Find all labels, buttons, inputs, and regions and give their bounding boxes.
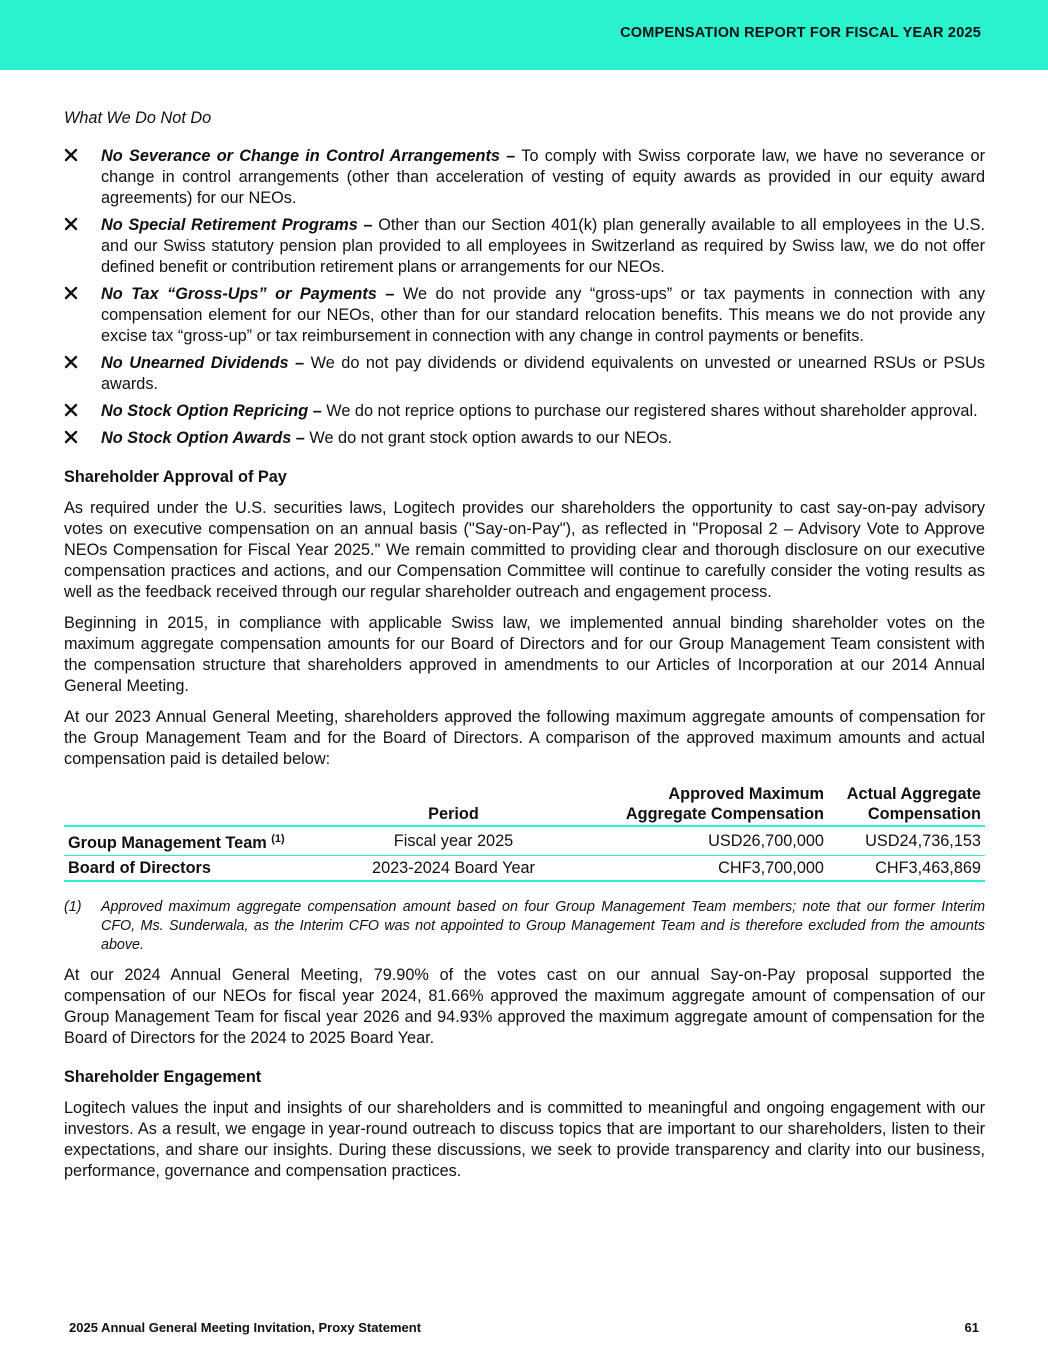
entity-cell <box>64 856 342 882</box>
entity-name: Group Management Team <box>68 834 267 852</box>
approved-max-cell: CHF3,700,000 <box>565 856 828 882</box>
bullet-dash: – <box>312 402 322 420</box>
approved-max-cell: USD26,700,000 <box>565 826 828 856</box>
cross-mark-icon <box>64 430 78 444</box>
header-line: Aggregate Compensation <box>625 805 824 823</box>
paragraph: At our 2024 Annual General Meeting, 79.90% of the votes cast on our annual Say-on-Pay proposal supported the compensation of our NEOs for fiscal year 2024, 81.66% approved the maximum aggregate amount of compensation of our Group Management Team for fiscal year 2026 and 94.93% approved the maximum aggregate amount of compensation for the Board of Directors for the 2024 to 2025 Board Year. <box>64 966 985 1047</box>
bullet-text: To comply with Swiss corporate law, we have no severance or change in control arrangements (other than acceleration of vesting of equity awards as provided in our equity award agreements) for our NEOs. <box>101 147 985 207</box>
bullet-dash: – <box>385 285 395 303</box>
page-number: 61 <box>964 1320 979 1335</box>
entity-cell <box>64 826 342 856</box>
list-item <box>64 428 985 449</box>
header-line: Compensation <box>867 805 981 823</box>
bullet-text: Other than our Section 401(k) plan generally available to all employees in the U.S. and our Swiss statutory pension plan provided to all employees in Switzerland as required by Swiss law, we do not offer defined benefit or contribution retirement plans or arrangements for our NEOs. <box>101 216 985 276</box>
table-row <box>64 826 985 856</box>
list-item <box>64 401 985 422</box>
list-item <box>64 215 985 278</box>
paragraph: At our 2023 Annual General Meeting, shareholders approved the following maximum aggregate amounts of compensation for the Group Management Team and for the Board of Directors. A comparison of the approved maximum amounts and actual compensation paid is detailed below: <box>64 708 985 768</box>
approved-max-header <box>565 784 828 826</box>
report-title: COMPENSATION REPORT FOR FISCAL YEAR 2025 <box>620 25 981 41</box>
table-header-row <box>64 784 985 826</box>
period-cell: Fiscal year 2025 <box>342 826 565 856</box>
bullet-lead: No Unearned Dividends <box>101 354 289 372</box>
footnote-ref: (1) <box>271 833 285 845</box>
bullet-lead: No Special Retirement Programs <box>101 216 358 234</box>
table-footnote <box>64 898 985 955</box>
entity-header <box>64 784 342 826</box>
shareholder-approval-heading: Shareholder Approval of Pay <box>64 468 287 486</box>
bullet-lead: No Stock Option Repricing <box>101 402 309 420</box>
list-item <box>64 146 985 209</box>
footnote-mark: (1) <box>64 899 82 915</box>
not-do-list <box>64 146 985 449</box>
bullet-text: We do not provide any “gross-ups” or tax payments in connection with any compensation element for our NEOs, other than for our standard relocation benefits. This means we do not provide any excise tax “gross-up” or tax reimbursement in connection with any change in control payments or benefits. <box>101 285 986 345</box>
header-line: Actual Aggregate <box>846 785 981 803</box>
cross-mark-icon <box>64 217 78 231</box>
bullet-lead: No Stock Option Awards <box>101 429 292 447</box>
cross-mark-icon <box>64 286 78 300</box>
cross-mark-icon <box>64 403 78 417</box>
period-header: Period <box>428 805 479 823</box>
bullet-lead: No Tax “Gross-Ups” or Payments <box>101 285 377 303</box>
actual-aggregate-cell: CHF3,463,869 <box>828 856 985 882</box>
list-item <box>64 353 985 395</box>
bullet-text: We do not reprice options to purchase our registered shares without shareholder approval. <box>321 402 978 420</box>
bullet-dash: – <box>295 354 305 372</box>
header-line: Approved Maximum <box>668 785 824 803</box>
compensation-table <box>64 784 985 882</box>
bullet-text: We do not pay dividends or dividend equivalents on unvested or unearned RSUs or PSUs awards. <box>101 354 985 393</box>
what-we-do-not-do-heading: What We Do Not Do <box>64 109 212 127</box>
bullet-dash: – <box>295 429 305 447</box>
shareholder-engagement-heading: Shareholder Engagement <box>64 1068 262 1086</box>
table-row <box>64 856 985 882</box>
bullet-text: We do not grant stock option awards to our NEOs. <box>304 429 672 447</box>
paragraph: As required under the U.S. securities laws, Logitech provides our shareholders the opportunity to cast say-on-pay advisory votes on executive compensation on an annual basis ("Say-on-Pay"), as reflected in "Proposal 2 – Advisory Vote to Approve NEOs Compensation for Fiscal Year 2025." We remain committed to providing clear and thorough disclosure on our executive compensation practices and actions, and our Compensation Committee will continue to carefully consider the voting results as well as the feedback received through our regular shareholder outreach and engagement process. <box>64 499 985 601</box>
paragraph: Beginning in 2015, in compliance with applicable Swiss law, we implemented annual binding shareholder votes on the maximum aggregate compensation amounts for our Board of Directors and for our Group Management Team consistent with the compensation structure that shareholders approved in amendments to our Articles of Incorporation at our 2014 Annual General Meeting. <box>64 614 985 695</box>
cross-mark-icon <box>64 355 78 369</box>
cross-mark-icon <box>64 148 78 162</box>
bullet-dash: – <box>506 147 516 165</box>
paragraph: Logitech values the input and insights of our shareholders and is committed to meaningful and ongoing engagement with our investors. As a result, we engage in year-round outreach to discuss topics that are important to our shareholders, listen to their expectations, and share our insights. During these discussions, we seek to provide transparency and clarity into our business, performance, governance and compensation practices. <box>64 1099 985 1180</box>
bullet-lead: No Severance or Change in Control Arrangements <box>101 147 500 165</box>
period-cell: 2023-2024 Board Year <box>342 856 565 882</box>
header-band <box>0 0 1048 70</box>
list-item <box>64 284 985 347</box>
footnote-text: Approved maximum aggregate compensation amount based on four Group Management Team members; note that our former Interim CFO, Ms. Sunderwala, as the Interim CFO was not appointed to Group Management Team and is therefore excluded from the amounts above. <box>101 899 985 953</box>
main-content <box>64 108 985 1192</box>
bullet-dash: – <box>363 216 373 234</box>
entity-name: Board of Directors <box>68 859 211 877</box>
actual-aggregate-header <box>828 784 985 826</box>
footer-document-title: 2025 Annual General Meeting Invitation, Proxy Statement <box>69 1320 422 1335</box>
actual-aggregate-cell: USD24,736,153 <box>828 826 985 856</box>
